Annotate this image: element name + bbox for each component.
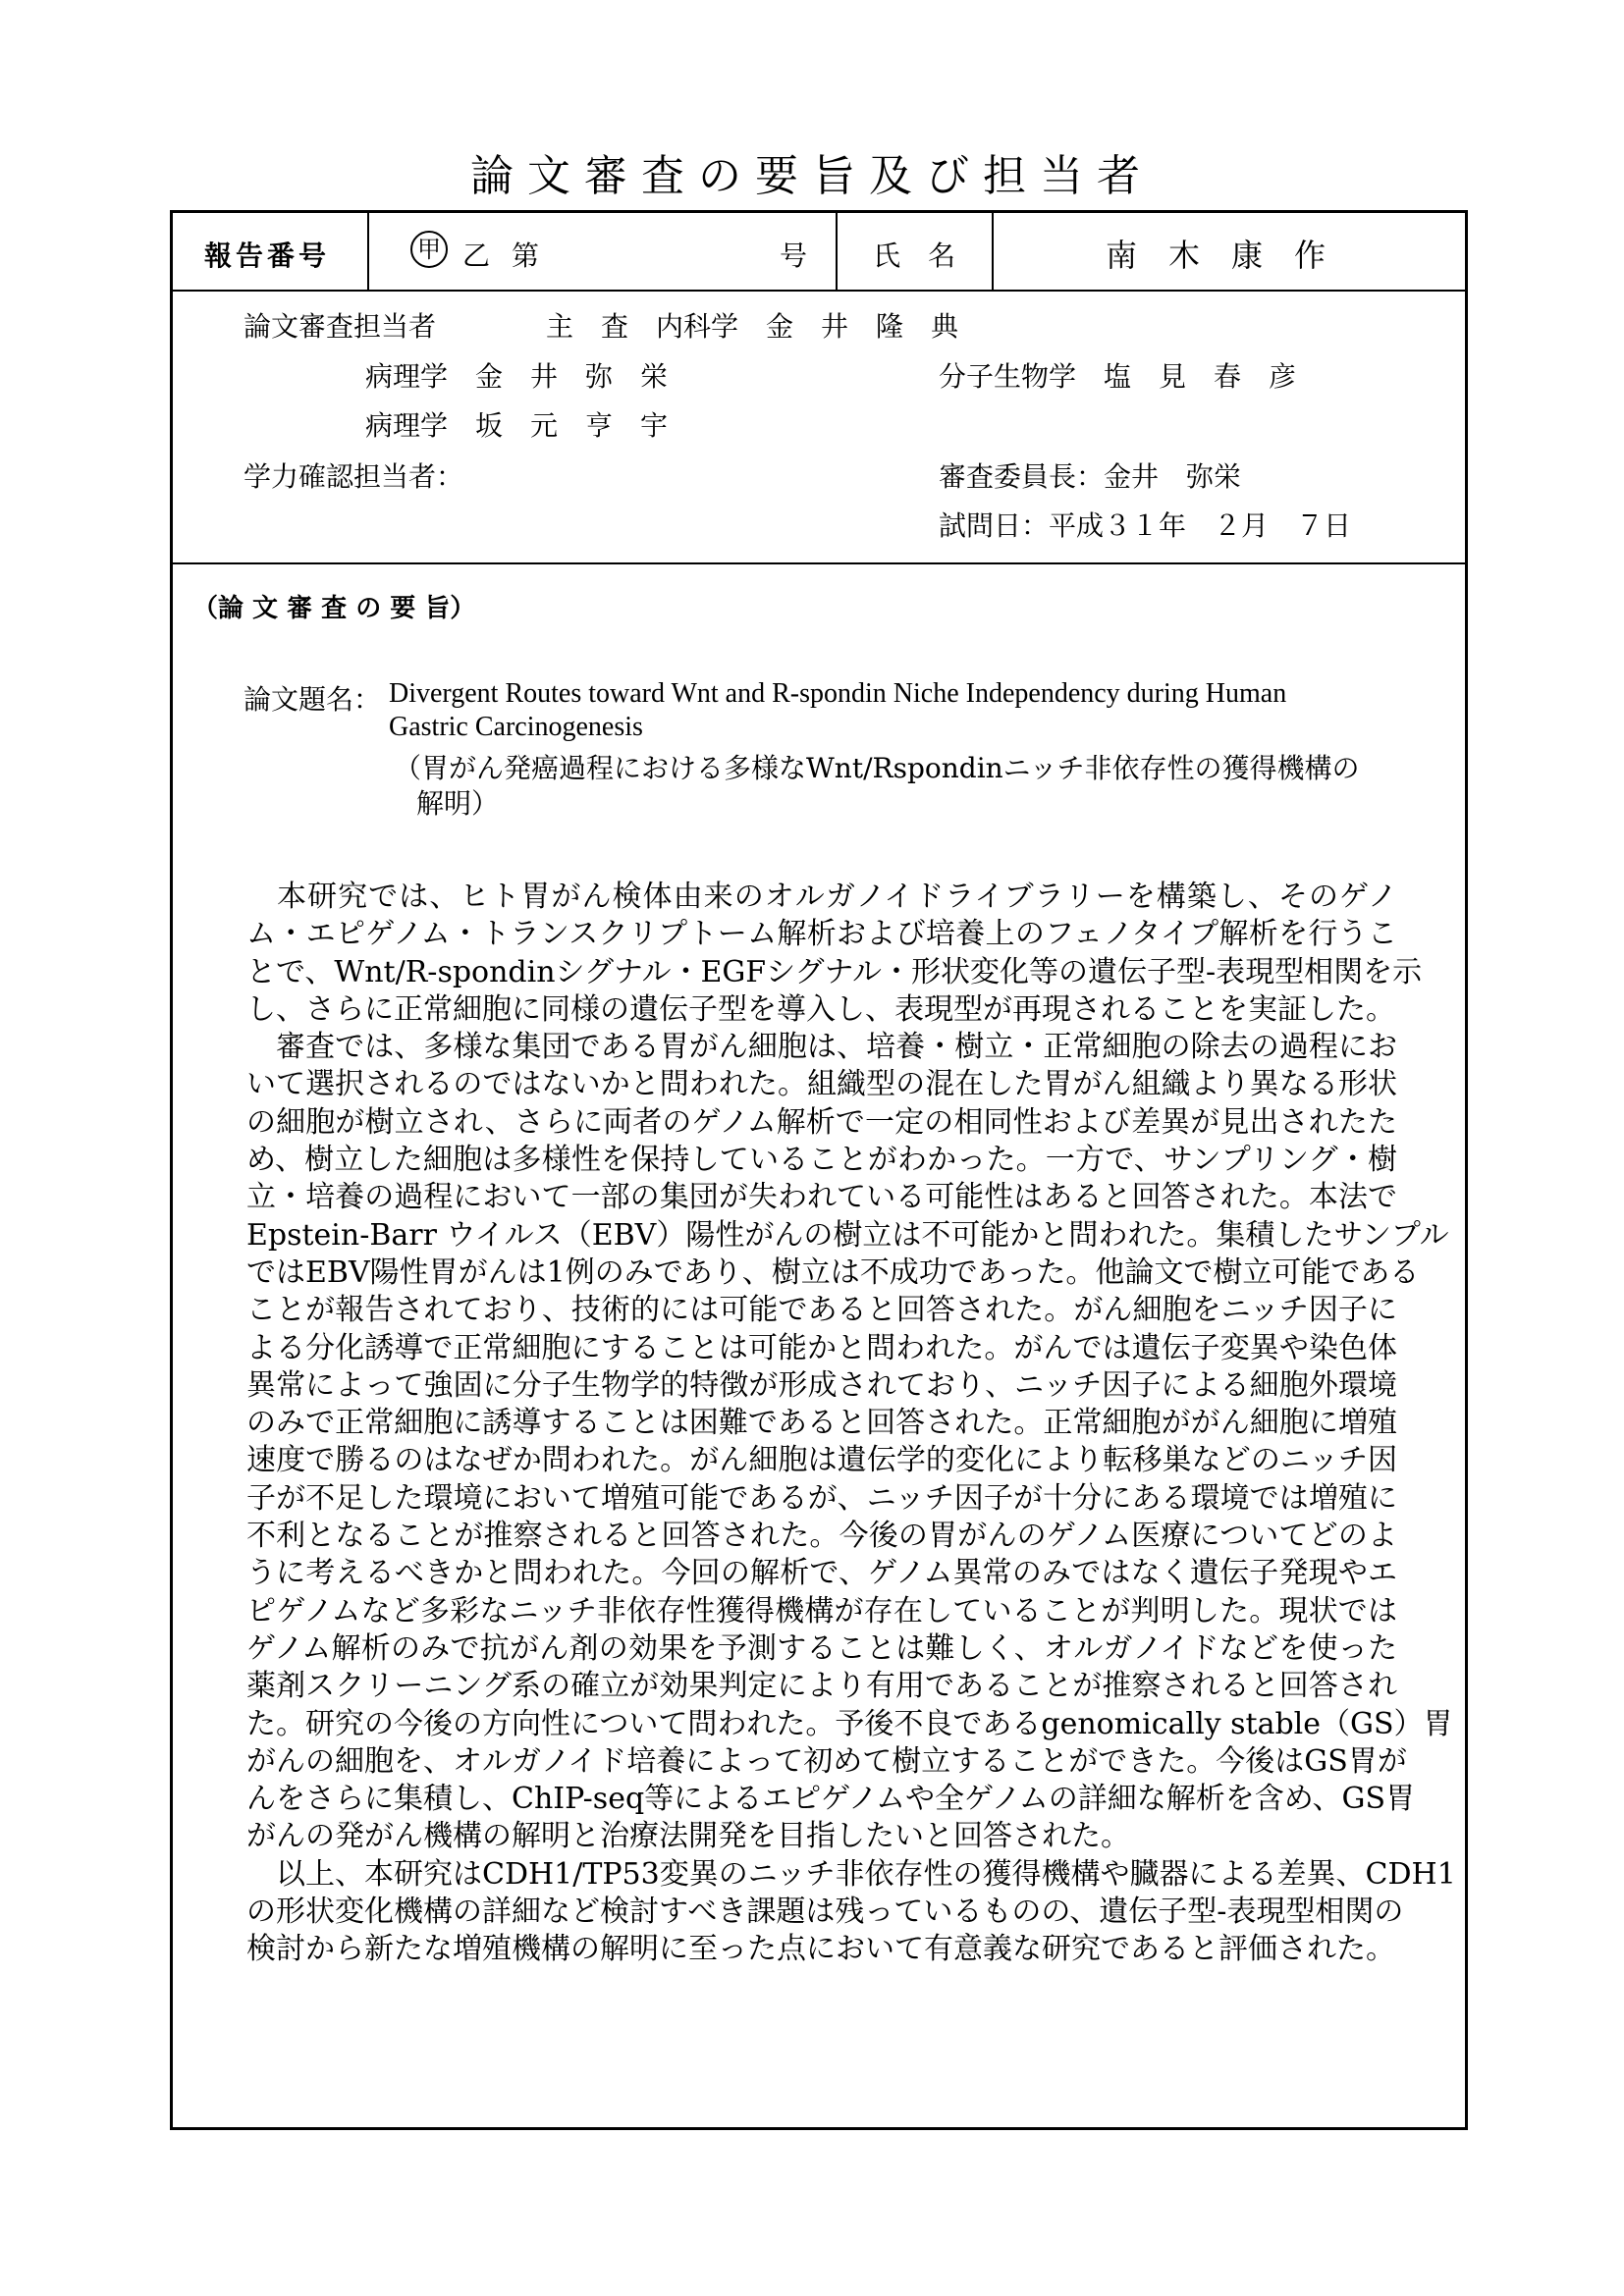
thesis-title-en-1: Divergent Routes toward Wnt and R-spondin Niche Independency during Human [389, 678, 1287, 709]
summary-heading: （論 文 審 査 の 要 旨） [192, 594, 476, 623]
divider [173, 290, 1465, 292]
summary-line: 薬剤スクリーニング系の確立が効果判定により有用であることが推察されると回答され [246, 1669, 1397, 1704]
summary-line: 不利となることが推察されると回答された。今後の胃がんのゲノム医療についてどのよ [246, 1519, 1397, 1554]
dai-label: 第 [512, 240, 540, 272]
summary-line: Epstein-Barr ウイルス（EBV）陽性がんの樹立は不可能かと問われた。集積したサンプル [246, 1217, 1449, 1253]
summary-line: ゲノム解析のみで抗がん剤の効果を予測することは難しく、オルガノイドなどを使った [246, 1630, 1397, 1666]
thesis-title-en-2: Gastric Carcinogenesis [389, 712, 643, 742]
examiner-2: 分子生物学 塩 見 春 彦 [939, 360, 1297, 393]
thesis-title-jp-2: 解明） [416, 787, 500, 820]
summary-line: うに考えるべきかと問われた。今回の解析で、ゲノム異常のみではなく遺伝子発現やエ [246, 1556, 1397, 1591]
divider [173, 562, 1465, 564]
summary-line: 子が不足した環境において増殖可能であるが、ニッチ因子が十分にある環境では増殖に [246, 1480, 1397, 1516]
chief-examiner: 主 査 内科学 金 井 隆 典 [546, 310, 959, 343]
summary-line: ピゲノムなど多彩なニッチ非依存性獲得機構が存在していることが判明した。現状では [246, 1593, 1397, 1629]
summary-body [246, 879, 1456, 1969]
summary-line: め、樹立した細胞は多様性を保持していることがわかった。一方で、サンプリング・樹 [246, 1143, 1397, 1178]
divider [367, 213, 369, 290]
summary-line: とで、Wnt/R-spondinシグナル・EGFシグナル・形状変化等の遺伝子型-表現型相関を示 [246, 954, 1423, 989]
summary-line: 検討から新たな増殖機構の解明に至った点において有意義な研究であると評価された。 [246, 1932, 1395, 1967]
summary-line: んをさらに集積し、ChIP-seq等によるエピゲノムや全ゲノムの詳細な解析を含め、GS胃 [246, 1782, 1416, 1817]
summary-line: 以上、本研究はCDH1/TP53変異のニッチ非依存性の獲得機構や臓器による差異、CDH1 [246, 1856, 1456, 1892]
summary-line: よる分化誘導で正常細胞にすることは可能かと問われた。がんでは遺伝子変異や染色体 [246, 1330, 1397, 1365]
summary-line: ではEBV陽性胃がんは1例のみであり、樹立は不成功であった。他論文で樹立可能である [246, 1255, 1420, 1290]
thesis-title-jp-1: （胃がん発癌過程における多様なWnt/Rspondinニッチ非依存性の獲得機構の [394, 752, 1360, 784]
examiner-1: 病理学 金 井 弥 栄 [365, 360, 669, 393]
summary-line: 審査では、多様な集団である胃がん細胞は、培養・樹立・正常細胞の除去の過程にお [246, 1030, 1397, 1065]
summary-line: 異常によって強固に分子生物学的特徴が形成されており、ニッチ因子による細胞外環境 [246, 1367, 1397, 1403]
committee-label: 論文審査担当者 [244, 310, 437, 343]
kou-circled: 甲 [410, 231, 448, 268]
otsu-label: 乙 [462, 240, 491, 272]
name-label: 氏 名 [873, 240, 956, 272]
summary-line: し、さらに正常細胞に同様の遺伝子型を導入し、表現型が再現されることを実証した。 [246, 991, 1395, 1027]
page-title: 論文審査の要旨及び担当者 [470, 151, 1154, 201]
summary-line: のみで正常細胞に誘導することは困難であると回答された。正常細胞ががん細胞に増殖 [246, 1406, 1397, 1441]
examiner-3: 病理学 坂 元 亨 宇 [365, 409, 669, 442]
summary-line: ことが報告されており、技術的には可能であると回答された。がん細胞をニッチ因子に [246, 1293, 1397, 1328]
report-number-label: 報告番号 [204, 240, 331, 272]
summary-line: 立・培養の過程において一部の集団が失われている可能性はあると回答された。本法で [246, 1180, 1397, 1215]
review-form [170, 210, 1468, 2130]
divider [836, 213, 838, 290]
summary-line: がんの発がん機構の解明と治療法開発を目指したいと回答された。 [246, 1819, 1130, 1854]
summary-line: いて選択されるのではないかと問われた。組織型の混在した胃がん組織より異なる形状 [246, 1067, 1397, 1102]
applicant-name: 南 木 康 作 [1106, 237, 1326, 274]
summary-line: 速度で勝るのはなぜか問われた。がん細胞は遺伝学的変化により転移巣などのニッチ因 [246, 1443, 1397, 1478]
go-label: 号 [780, 240, 808, 272]
summary-line: がんの細胞を、オルガノイド培養によって初めて樹立することができた。今後はGS胃が [246, 1743, 1407, 1779]
summary-line: 本研究では、ヒト胃がん検体由来のオルガノイドライブラリーを構築し、そのゲノ [246, 880, 1397, 914]
summary-line: ム・エピゲノム・トランスクリプトーム解析および培養上のフェノタイプ解析を行うこ [246, 917, 1397, 952]
gakuryoku-label: 学力確認担当者： [244, 460, 464, 493]
thesis-label: 論文題名： [244, 683, 382, 716]
summary-line: の細胞が樹立され、さらに両者のゲノム解析で一定の相同性および差異が見出されたた [246, 1104, 1397, 1140]
summary-line: の形状変化機構の詳細など検討すべき課題は残っているものの、遺伝子型-表現型相関の [246, 1895, 1404, 1930]
summary-line: た。研究の今後の方向性について問われた。予後不良であるgenomically stable（GS）胃 [246, 1706, 1453, 1741]
committee-chair: 審査委員長：金井 弥栄 [939, 460, 1242, 493]
divider [992, 213, 994, 290]
exam-date: 試問日：平成３１年 ２月 ７日 [939, 509, 1352, 542]
